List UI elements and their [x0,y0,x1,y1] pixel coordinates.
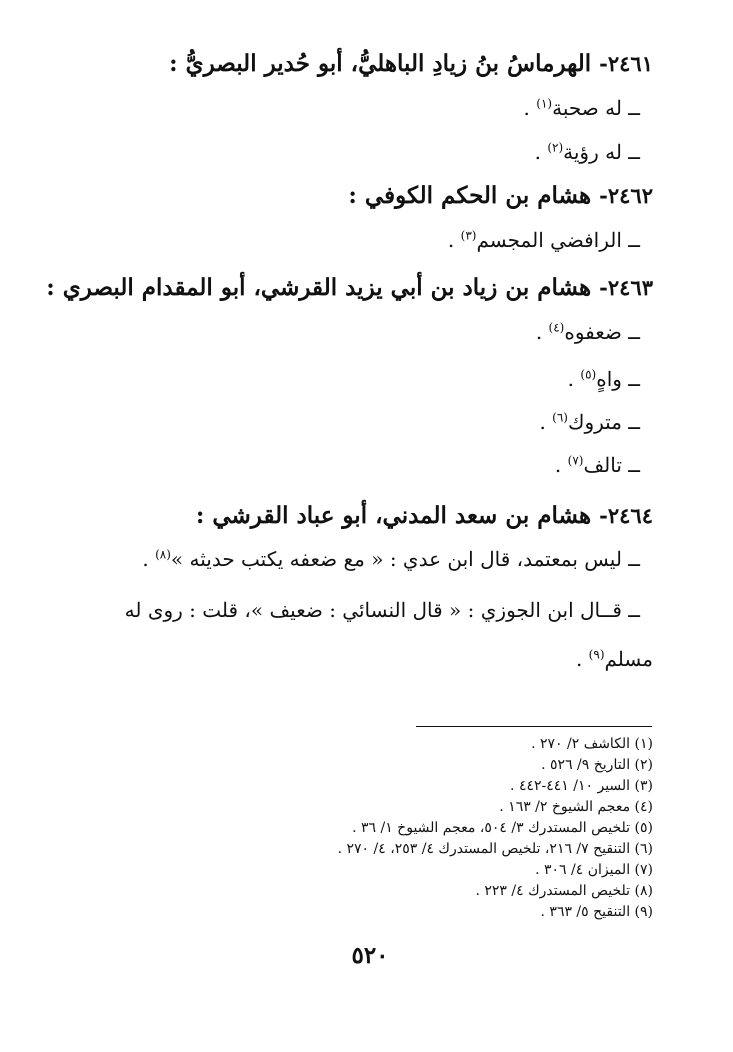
entry-title: هشام بن زياد بن أبي يزيد القرشي، أبو المقدام البصري : [46,274,592,301]
entry-line-text: ــ له صحبة [552,96,640,120]
entry-line [142,547,640,571]
footnote-ref: (٦) [552,410,568,425]
footnote: (٧) الميزان ٤/ ٣٠٦ . [535,862,653,878]
footnote: (٥) تلخيص المستدرك ٣/ ٥٠٤، معجم الشيوخ ١/ ٣٦ . [352,820,653,836]
entry-title: هشام بن سعد المدني، أبو عباد القرشي : [195,502,592,529]
footnote-ref: (٢) [547,140,564,155]
entry-line-text: مسلم [604,647,653,671]
entry-line-text: ــ متروك [567,410,640,434]
entry-line [125,598,640,622]
entry-line-end: . [539,410,553,434]
entry-line-text: ــ تالف [583,453,640,477]
entry-line-text: ــ له رؤية [563,140,640,164]
entry-line [524,96,640,120]
entry-line-text: ــ ليس بمعتمد، قال ابن عدي : « مع ضعفه يكتب حديثه » [170,547,640,571]
entry-heading [46,274,653,301]
entry-heading [348,182,653,209]
entry-line [576,647,653,671]
entry-title: هشام بن الحكم الكوفي : [348,182,592,209]
footnote-ref: (٣) [460,228,477,243]
entry-line-text: ــ قــال ابن الجوزي : « قال النسائي : ضعيف »، قلت : روى له [124,598,640,622]
entry-line [539,410,640,434]
entry-line-text: ــ الرافضي المجسم [476,228,640,252]
entry-heading [196,502,653,529]
entry-line [535,140,640,164]
footnote-ref: (٥) [580,367,597,382]
entry-line-end: . [535,320,549,344]
entry-title: الهرماسُ بنُ زيادِ الباهليُّ، أبو حُدير البصريُّ : [169,50,592,77]
footnote: (٣) السير ١٠/ ٤٤١-٤٤٢ . [510,778,653,794]
entry-line [568,367,640,391]
footnote: (٨) تلخيص المستدرك ٤/ ٢٢٣ . [475,883,653,899]
entry-line [448,228,640,252]
entry-line-end: . [447,228,461,252]
footnote: (٢) التاريخ ٩/ ٥٢٦ . [541,757,653,773]
entry-number: ٢٤٦٢- [599,183,653,208]
entry-number: ٢٤٦٣- [599,275,653,300]
footnote: (٦) التنقيح ٧/ ٢١٦، تلخيص المستدرك ٤/ ٢٥٣، ٤/ ٢٧٠ . [337,841,653,857]
entry-number: ٢٤٦٤- [599,503,653,528]
footnote-separator [416,726,652,727]
entry-line [555,453,640,477]
entry-number: ٢٤٦١- [599,51,653,76]
entry-line [536,320,640,344]
footnote-ref: (٧) [567,453,584,468]
footnote: (١) الكاشف ٢/ ٢٧٠ . [531,736,653,752]
entry-line-text: ــ ضعفوه [564,320,640,344]
entry-line-end: . [142,547,156,571]
footnote: (٤) معجم الشيوخ ٢/ ١٦٣ . [499,799,653,815]
entry-line-end: . [523,96,537,120]
footnote-ref: (٤) [548,320,565,335]
footnote: (٩) التنقيح ٥/ ٣٦٣ . [540,904,653,920]
entry-line-text: ــ واهٍ [596,367,640,391]
page-number: ٥٢٠ [351,942,389,969]
entry-line-end: . [534,140,548,164]
entry-heading [169,50,653,77]
entry-line-end: . [575,647,589,671]
footnote-ref: (٨) [155,547,171,562]
entry-line-end: . [567,367,581,391]
footnote-ref: (٩) [588,647,605,662]
footnote-ref: (١) [536,96,553,111]
entry-line-end: . [554,453,568,477]
